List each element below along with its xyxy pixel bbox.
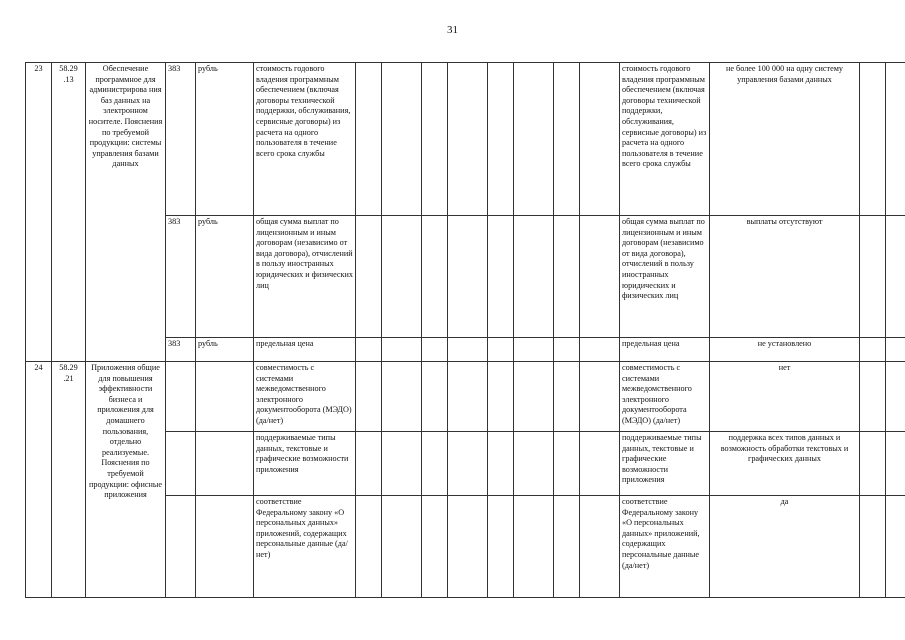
row-number: 23	[26, 63, 52, 362]
characteristic-approved: общая сумма выплат по лицензионным и иным договорам (независимо от вида договора), отчислений в пользу иностранных юридических и физических лиц	[620, 216, 710, 338]
product-name: Обеспечение программное для администрирова ния баз данных на электронном носителе. Пояснения по требуемой продукции: системы управления базами данных	[86, 63, 166, 362]
requirement-value: нет	[710, 362, 860, 432]
requirement-value: не более 100 000 на одну систему управления базами данных	[710, 63, 860, 216]
row-number: 24	[26, 362, 52, 598]
characteristic-approved: соответствие Федеральному закону «О персональных данных» приложений, содержащих персональные данные (да/нет)	[620, 496, 710, 598]
characteristic-approved: поддерживаемые типы данных, текстовые и графические возможности приложения	[620, 432, 710, 496]
characteristic-approved: совместимость с системами межведомственного электронного документооборота (МЭДО) (да/нет)	[620, 362, 710, 432]
characteristic: стоимость годового владения программным обеспечением (включая договоры технической поддержки, обслуживания, сервисные договоры) из расчета на одного пользователя в течение всего срока службы	[254, 63, 356, 216]
requirement-value: выплаты отсутствуют	[710, 216, 860, 338]
okpd-code: 58.29 .21	[52, 362, 86, 598]
unit-name: рубль	[196, 216, 254, 338]
okei-code: 383	[166, 338, 196, 362]
unit-name: рубль	[196, 338, 254, 362]
okei-code	[166, 362, 196, 432]
requirement-value: не установлено	[710, 338, 860, 362]
characteristic: соответствие Федеральному закону «О персональных данных» приложений, содержащих персональные данные (да/нет)	[254, 496, 356, 598]
product-name: Приложения общие для повышения эффективности бизнеса и приложения для домашнего пользования, отдельно реализуемые. Пояснения по требуемой продукции: офисные приложения	[86, 362, 166, 598]
unit-name	[196, 362, 254, 432]
requirement-value: поддержка всех типов данных и возможность обработки текстовых и графических данных	[710, 432, 860, 496]
okei-code	[166, 496, 196, 598]
characteristic-approved: стоимость годового владения программным обеспечением (включая договоры технической поддержки, обслуживания, сервисные договоры) из расчета на одного пользователя в течение всего срока службы	[620, 63, 710, 216]
okei-code	[166, 432, 196, 496]
unit-name: рубль	[196, 63, 254, 216]
characteristic-approved: предельная цена	[620, 338, 710, 362]
okei-code: 383	[166, 216, 196, 338]
characteristic: предельная цена	[254, 338, 356, 362]
specification-table	[25, 62, 905, 598]
unit-name	[196, 432, 254, 496]
characteristic: общая сумма выплат по лицензионным и иным договорам (независимо от вида договора), отчислений в пользу иностранных юридических и физических лиц	[254, 216, 356, 338]
table-row	[26, 63, 905, 216]
page-number: 31	[447, 24, 458, 36]
okpd-code: 58.29 .13	[52, 63, 86, 362]
unit-name	[196, 496, 254, 598]
characteristic: поддерживаемые типы данных, текстовые и графические возможности приложения	[254, 432, 356, 496]
table-row	[26, 362, 905, 432]
characteristic: совместимость с системами межведомственного электронного документооборота (МЭДО) (да/нет)	[254, 362, 356, 432]
requirement-value: да	[710, 496, 860, 598]
okei-code: 383	[166, 63, 196, 216]
